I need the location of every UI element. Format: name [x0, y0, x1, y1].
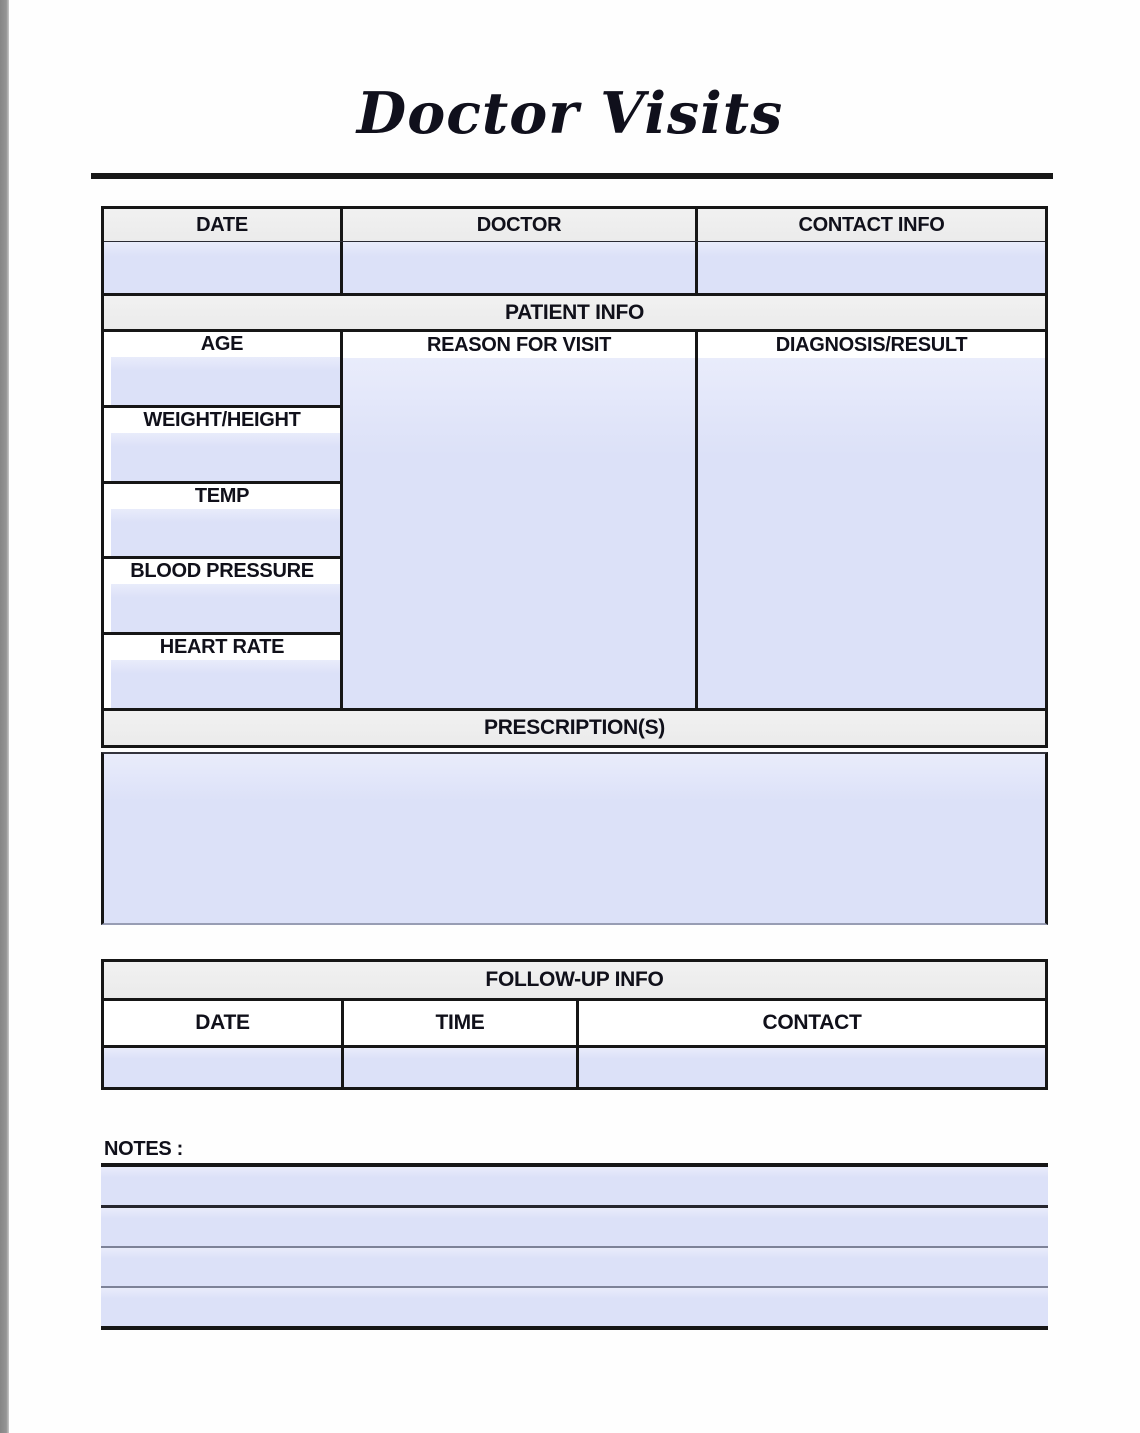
reason-for-visit-field[interactable] [343, 358, 695, 708]
contact-info-field[interactable] [695, 242, 1045, 293]
date-column-header: DATE [104, 209, 340, 241]
follow-up-date-field[interactable] [104, 1048, 341, 1087]
heart-rate-label: HEART RATE [104, 635, 340, 660]
doctor-field[interactable] [340, 242, 695, 293]
patient-info-grid [104, 332, 1045, 708]
prescriptions-field[interactable] [101, 752, 1048, 925]
page-title: Doctor Visits [356, 80, 784, 147]
notes-line[interactable] [101, 1286, 1048, 1326]
reason-for-visit-label: REASON FOR VISIT [343, 332, 695, 358]
follow-up-contact-header: CONTACT [576, 1001, 1045, 1045]
follow-up-table [101, 959, 1048, 1090]
vital-weight-height [104, 405, 340, 481]
vitals-column [104, 332, 340, 708]
weight-height-label: WEIGHT/HEIGHT [104, 408, 340, 433]
visit-header-row [104, 209, 1045, 241]
age-field[interactable] [111, 357, 340, 405]
title-divider [91, 173, 1053, 179]
visit-info-table [101, 206, 1048, 748]
follow-up-header-row [104, 1001, 1045, 1045]
follow-up-value-row [104, 1045, 1045, 1087]
vital-age [104, 332, 340, 405]
diagnosis-result-label: DIAGNOSIS/RESULT [698, 332, 1045, 358]
notes-field [101, 1163, 1048, 1330]
notes-line[interactable] [101, 1167, 1048, 1205]
weight-height-field[interactable] [111, 433, 340, 481]
follow-up-time-field[interactable] [341, 1048, 576, 1087]
contact-info-column-header: CONTACT INFO [695, 209, 1045, 241]
follow-up-contact-field[interactable] [576, 1048, 1045, 1087]
blood-pressure-label: BLOOD PRESSURE [104, 559, 340, 584]
follow-up-time-header: TIME [341, 1001, 576, 1045]
notes-line[interactable] [101, 1205, 1048, 1246]
temp-label: TEMP [104, 484, 340, 509]
follow-up-section-header: FOLLOW-UP INFO [104, 962, 1045, 1001]
patient-info-section-header: PATIENT INFO [104, 293, 1045, 332]
page-edge-shadow [0, 0, 9, 1433]
blood-pressure-field[interactable] [111, 584, 340, 632]
vital-heart-rate [104, 632, 340, 708]
date-field[interactable] [104, 242, 340, 293]
visit-value-row [104, 241, 1045, 293]
notes-line[interactable] [101, 1246, 1048, 1286]
heart-rate-field[interactable] [111, 660, 340, 708]
vital-temp [104, 481, 340, 557]
diagnosis-result-column [695, 332, 1045, 708]
reason-for-visit-column [340, 332, 695, 708]
diagnosis-result-field[interactable] [698, 358, 1045, 708]
age-label: AGE [104, 332, 340, 357]
notes-label: NOTES : [104, 1138, 184, 1160]
prescriptions-section-header: PRESCRIPTION(S) [104, 708, 1045, 745]
follow-up-date-header: DATE [104, 1001, 341, 1045]
temp-field[interactable] [111, 509, 340, 557]
vital-blood-pressure [104, 556, 340, 632]
doctor-column-header: DOCTOR [340, 209, 695, 241]
